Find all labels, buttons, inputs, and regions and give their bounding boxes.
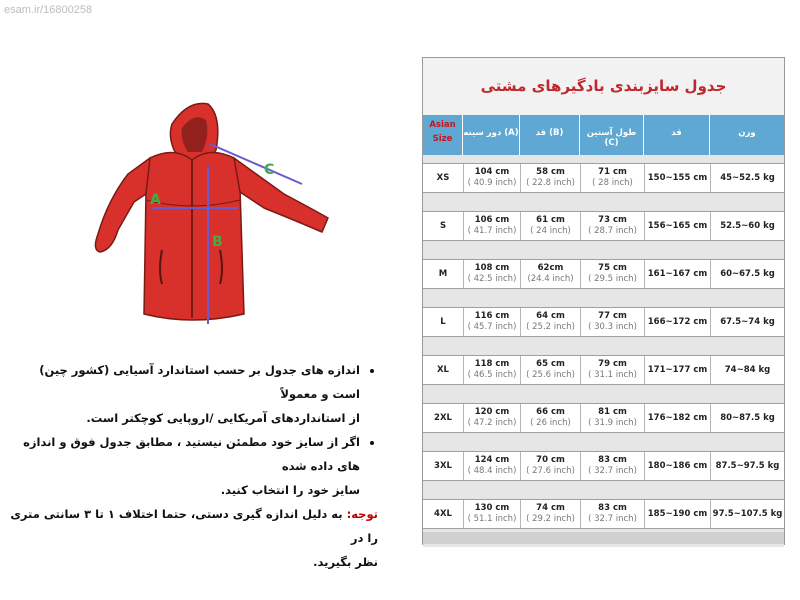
- cell-length-cm: 66 cm: [536, 407, 565, 417]
- caution-title: توجه:: [346, 507, 378, 521]
- row-gap: [423, 287, 784, 307]
- cell-length: [520, 308, 580, 336]
- cell-chest: [463, 164, 520, 192]
- row-gap: [423, 431, 784, 451]
- cell-sleeve: [580, 356, 644, 384]
- cell-sleeve-inch: ( 28.7 inch): [588, 226, 637, 236]
- cell-sleeve: [580, 260, 644, 288]
- header-chest: [463, 115, 520, 155]
- cell-weight: 87.5~97.5 kg: [710, 452, 784, 480]
- cell-chest: [463, 452, 520, 480]
- jacket-illustration: [88, 100, 350, 335]
- cell-sleeve: [580, 164, 644, 192]
- cell-length-inch: ( 25.2 inch): [526, 322, 575, 332]
- cell-chest-cm: 106 cm: [474, 215, 510, 225]
- header-height: [644, 115, 710, 155]
- cell-chest-inch: ( 40.9 inch): [467, 178, 517, 188]
- header-sleeve-label: طول آستین (C): [586, 128, 637, 148]
- cell-height: 171~177 cm: [644, 356, 710, 384]
- cell-sleeve-cm: 77 cm: [598, 311, 627, 321]
- cell-sleeve-cm: 79 cm: [598, 359, 627, 369]
- cell-sleeve: [580, 212, 644, 240]
- note-line: سایز خود را انتخاب کنید.: [220, 483, 360, 497]
- cell-sleeve-cm: 71 cm: [598, 167, 627, 177]
- note-line: از استانداردهای آمریکایی /اروپایی کوچکتر است.: [86, 411, 360, 425]
- header-chest-label: دور سینه (A): [463, 128, 519, 138]
- cell-weight: 97.5~107.5 kg: [710, 500, 784, 528]
- cell-chest-inch: ( 47.2 inch): [467, 418, 517, 428]
- caution-note-cont: نظر بگیرید.: [313, 555, 378, 569]
- cell-length: [520, 500, 580, 528]
- cell-length-inch: ( 24 inch): [530, 226, 571, 236]
- cell-length-cm: 58 cm: [536, 167, 565, 177]
- cell-weight: 52.5~60 kg: [710, 212, 784, 240]
- cell-length-cm: 70 cm: [536, 455, 565, 465]
- cell-size: XS: [436, 173, 450, 183]
- cell-height: 166~172 cm: [644, 308, 710, 336]
- cell-sleeve-cm: 75 cm: [598, 263, 627, 273]
- header-asian-size: [423, 115, 463, 155]
- cell-chest-cm: 130 cm: [474, 503, 510, 513]
- cell-chest: [463, 404, 520, 432]
- cell-size: L: [440, 317, 446, 327]
- cell-length-inch: ( 26 inch): [530, 418, 571, 428]
- cell-weight: 74~84 kg: [710, 356, 784, 384]
- table-row: [423, 499, 784, 529]
- cell-chest-inch: ( 42.5 inch): [467, 274, 517, 284]
- cell-weight: 45~52.5 kg: [710, 164, 784, 192]
- note-item: [10, 430, 360, 502]
- cell-chest-inch: ( 46.5 inch): [467, 370, 517, 380]
- row-gap: [423, 335, 784, 355]
- row-gap: [423, 191, 784, 211]
- table-row: [423, 307, 784, 337]
- table-row: [423, 211, 784, 241]
- note-line: اگر از سایز خود مطمئن نیستید ، مطابق جدول فوق و اندازه های داده شده: [23, 435, 360, 473]
- cell-chest: [463, 212, 520, 240]
- cell-length: [520, 452, 580, 480]
- header-weight: [710, 115, 784, 155]
- cell-sleeve-cm: 83 cm: [598, 455, 627, 465]
- cell-sleeve-cm: 83 cm: [598, 503, 627, 513]
- jacket-measurement-diagram: [88, 100, 350, 335]
- cell-sleeve-inch: ( 31.1 inch): [588, 370, 637, 380]
- note-line: اندازه های جدول بر حسب استاندارد آسیایی (کشور چین) است و معمولاً: [39, 363, 360, 401]
- cell-sleeve-cm: 73 cm: [598, 215, 627, 225]
- cell-chest-inch: ( 41.7 inch): [467, 226, 517, 236]
- table-footer-bar: [423, 532, 784, 544]
- cell-length-inch: ( 25.6 inch): [526, 370, 575, 380]
- cell-chest: [463, 356, 520, 384]
- cell-sleeve: [580, 452, 644, 480]
- cell-length: [520, 164, 580, 192]
- header-length: [520, 115, 580, 155]
- cell-sleeve: [580, 404, 644, 432]
- header-asian-line2: Size: [432, 134, 453, 144]
- cell-length: [520, 260, 580, 288]
- table-row: [423, 163, 784, 193]
- cell-sleeve: [580, 500, 644, 528]
- cell-sleeve-inch: ( 29.5 inch): [588, 274, 637, 284]
- cell-chest-inch: ( 48.4 inch): [467, 466, 517, 476]
- measure-label-a: A: [150, 192, 161, 208]
- cell-size: 2XL: [434, 413, 452, 423]
- cell-weight: 67.5~74 kg: [710, 308, 784, 336]
- cell-sleeve-inch: ( 31.9 inch): [588, 418, 637, 428]
- cell-chest-inch: ( 51.1 inch): [467, 514, 517, 524]
- header-asian-line1: Asian: [429, 120, 456, 130]
- cell-chest-inch: ( 45.7 inch): [467, 322, 517, 332]
- cell-weight: 80~87.5 kg: [710, 404, 784, 432]
- cell-length-inch: ( 27.6 inch): [526, 466, 575, 476]
- cell-height: 185~190 cm: [644, 500, 710, 528]
- cell-height: 161~167 cm: [644, 260, 710, 288]
- cell-chest-cm: 118 cm: [474, 359, 510, 369]
- cell-sleeve-inch: ( 32.7 inch): [588, 514, 637, 524]
- cell-sleeve-inch: ( 30.3 inch): [588, 322, 637, 332]
- table-row: [423, 259, 784, 289]
- cell-size: 4XL: [434, 509, 452, 519]
- cell-chest: [463, 308, 520, 336]
- cell-chest: [463, 500, 520, 528]
- table-row: [423, 451, 784, 481]
- cell-length-inch: ( 29.2 inch): [526, 514, 575, 524]
- cell-length-cm: 65 cm: [536, 359, 565, 369]
- cell-chest-cm: 124 cm: [474, 455, 510, 465]
- cell-length-cm: 61 cm: [536, 215, 565, 225]
- cell-chest: [463, 260, 520, 288]
- cell-height: 150~155 cm: [644, 164, 710, 192]
- cell-height: 156~165 cm: [644, 212, 710, 240]
- size-notes: [10, 358, 378, 574]
- cell-chest-cm: 120 cm: [474, 407, 510, 417]
- row-gap: [423, 155, 784, 163]
- cell-height: 176~182 cm: [644, 404, 710, 432]
- watermark: esam.ir/16800258: [4, 4, 93, 16]
- cell-chest-cm: 104 cm: [474, 167, 510, 177]
- cell-size: S: [439, 221, 447, 231]
- table-row: [423, 355, 784, 385]
- cell-sleeve: [580, 308, 644, 336]
- cell-length: [520, 212, 580, 240]
- header-height-label: قد: [671, 128, 682, 138]
- table-title: جدول سایزبندی بادگیرهای مشتی: [423, 58, 784, 116]
- cell-length-cm: 64 cm: [536, 311, 565, 321]
- cell-length-cm: 74 cm: [536, 503, 565, 513]
- cell-weight: 60~67.5 kg: [710, 260, 784, 288]
- header-weight-label: وزن: [738, 128, 756, 138]
- cell-length-inch: ( 22.8 inch): [526, 178, 575, 188]
- cell-height: 180~186 cm: [644, 452, 710, 480]
- caution-note: [10, 502, 378, 550]
- cell-length-cm: 62cm: [537, 263, 564, 273]
- row-gap: [423, 479, 784, 499]
- cell-length-inch: (24.4 inch): [527, 274, 574, 284]
- cell-length: [520, 356, 580, 384]
- table-row: [423, 403, 784, 433]
- note-item: [10, 358, 360, 430]
- cell-chest-cm: 108 cm: [474, 263, 510, 273]
- cell-size: M: [438, 269, 448, 279]
- cell-chest-cm: 116 cm: [474, 311, 510, 321]
- caution-text: به دلیل اندازه گیری دستی، حتما اختلاف ۱ تا ۳ سانتی متری را در: [10, 507, 378, 545]
- cell-size: XL: [437, 365, 449, 375]
- cell-size: 3XL: [434, 461, 452, 471]
- row-gap: [423, 383, 784, 403]
- measure-label-b: B: [212, 234, 223, 250]
- cell-sleeve-cm: 81 cm: [598, 407, 627, 417]
- cell-sleeve-inch: ( 32.7 inch): [588, 466, 637, 476]
- header-sleeve: [580, 115, 644, 155]
- measure-label-c: C: [264, 162, 275, 178]
- size-table: [422, 57, 785, 545]
- row-gap: [423, 239, 784, 259]
- cell-sleeve-inch: ( 28 inch): [592, 178, 633, 188]
- header-length-label: قد (B): [535, 128, 564, 138]
- cell-length: [520, 404, 580, 432]
